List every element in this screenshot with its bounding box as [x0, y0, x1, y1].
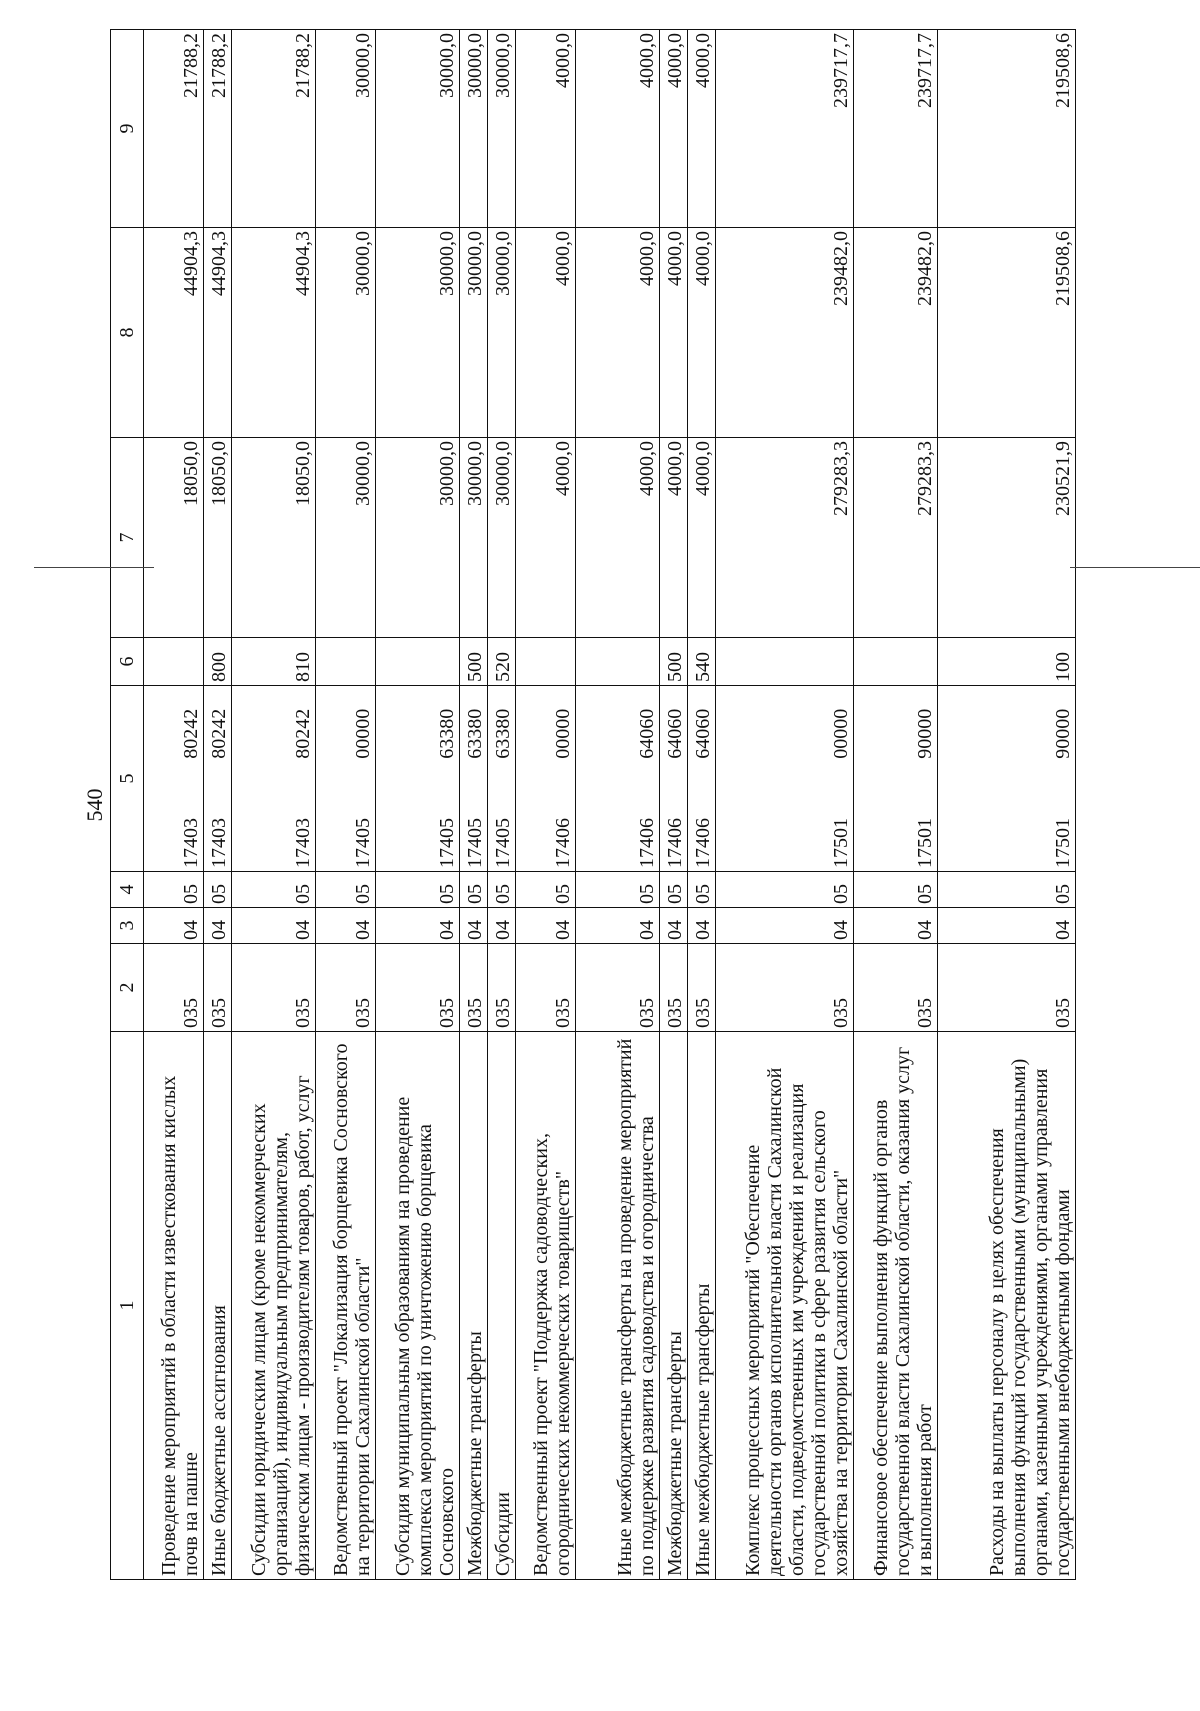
section-code-cell: 04: [460, 908, 488, 944]
expense-type-cell: 500: [460, 638, 488, 686]
amount-col-8-cell: 239482,0: [854, 228, 938, 438]
target-article-cell: [716, 686, 854, 872]
section-code-cell: 04: [204, 908, 232, 944]
rotated-page: [80, 30, 1074, 1580]
target-article-cell: [660, 686, 688, 872]
row-name-cell: Межбюджетные трансферты: [460, 1032, 488, 1580]
target-article-cell: [938, 686, 1076, 872]
amount-col-8-cell: 44904,3: [232, 228, 316, 438]
amount-col-9-cell: 4000,0: [688, 30, 716, 228]
header-col-2: 2: [111, 944, 144, 1032]
header-col-3: 3: [111, 908, 144, 944]
row-name-cell: Иные межбюджетные трансферты на проведение мероприятий по поддержке развития садоводства и огородничества: [576, 1032, 660, 1580]
table-row: [516, 30, 576, 1580]
header-col-6: 6: [111, 638, 144, 686]
table-header-row: [111, 30, 144, 1580]
amount-col-8-cell: 44904,3: [144, 228, 204, 438]
row-name-cell: Субсидия муниципальным образованиям на проведение комплекса мероприятий по уничтожению борщевика Сосновского: [376, 1032, 460, 1580]
amount-col-9-cell: 4000,0: [660, 30, 688, 228]
ministry-code-cell: 035: [376, 944, 460, 1032]
amount-col-7-cell: 30000,0: [316, 438, 376, 638]
subsection-code-cell: 05: [716, 872, 854, 908]
header-col-8: 8: [111, 228, 144, 438]
amount-col-7-cell: 279283,3: [716, 438, 854, 638]
target-article-part-1: 17405: [492, 818, 514, 868]
expense-type-cell: 540: [688, 638, 716, 686]
target-article-part-2: 00000: [830, 708, 852, 759]
amount-col-8-cell: 44904,3: [204, 228, 232, 438]
section-code-cell: 04: [488, 908, 516, 944]
row-name-cell: Финансовое обеспечение выполнения функций органов государственной власти Сахалинской области, оказания услуг и выполнения работ: [854, 1032, 938, 1580]
target-article-cell: [204, 686, 232, 872]
expense-type-cell: 100: [938, 638, 1076, 686]
expense-type-cell: [316, 638, 376, 686]
subsection-code-cell: 05: [232, 872, 316, 908]
amount-col-8-cell: 4000,0: [516, 228, 576, 438]
amount-col-9-cell: 30000,0: [376, 30, 460, 228]
row-name-cell: Проведение мероприятий в области известкования кислых почв на пашне: [144, 1032, 204, 1580]
target-article-part-2: 80242: [180, 708, 202, 759]
ministry-code-cell: 035: [316, 944, 376, 1032]
amount-col-7-cell: 30000,0: [376, 438, 460, 638]
amount-col-9-cell: 30000,0: [316, 30, 376, 228]
subsection-code-cell: 05: [204, 872, 232, 908]
section-code-cell: 04: [576, 908, 660, 944]
amount-col-9-cell: 30000,0: [488, 30, 516, 228]
section-code-cell: 04: [232, 908, 316, 944]
row-name-cell: Межбюджетные трансферты: [660, 1032, 688, 1580]
row-name-cell: Субсидии: [488, 1032, 516, 1580]
ministry-code-cell: 035: [660, 944, 688, 1032]
target-article-cell: [144, 686, 204, 872]
target-article-cell: [854, 686, 938, 872]
expense-type-cell: [376, 638, 460, 686]
amount-col-7-cell: 30000,0: [460, 438, 488, 638]
row-name-cell: Ведомственный проект "Локализация борщевика Сосновского на территории Сахалинской области": [316, 1032, 376, 1580]
amount-col-8-cell: 4000,0: [688, 228, 716, 438]
section-code-cell: 04: [516, 908, 576, 944]
expense-type-cell: [576, 638, 660, 686]
amount-col-9-cell: 239717,7: [854, 30, 938, 228]
amount-col-9-cell: 30000,0: [460, 30, 488, 228]
amount-col-8-cell: 30000,0: [376, 228, 460, 438]
target-article-part-2: 63380: [464, 708, 486, 759]
section-code-cell: 04: [688, 908, 716, 944]
subsection-code-cell: 05: [144, 872, 204, 908]
section-code-cell: 04: [660, 908, 688, 944]
target-article-part-2: 00000: [552, 708, 574, 759]
ministry-code-cell: 035: [204, 944, 232, 1032]
ministry-code-cell: 035: [716, 944, 854, 1032]
expense-type-cell: [854, 638, 938, 686]
target-article-part-1: 17403: [292, 818, 314, 868]
amount-col-7-cell: 4000,0: [688, 438, 716, 638]
target-article-part-1: 17501: [830, 818, 852, 868]
subsection-code-cell: 05: [488, 872, 516, 908]
table-row: [144, 30, 204, 1580]
amount-col-8-cell: 219508,6: [938, 228, 1076, 438]
amount-col-9-cell: 219508,6: [938, 30, 1076, 228]
target-article-cell: [516, 686, 576, 872]
amount-col-7-cell: 279283,3: [854, 438, 938, 638]
target-article-cell: [688, 686, 716, 872]
amount-col-7-cell: 4000,0: [516, 438, 576, 638]
target-article-part-2: 90000: [1052, 708, 1074, 759]
target-article-part-2: 63380: [436, 708, 458, 759]
row-name-cell: Иные бюджетные ассигнования: [204, 1032, 232, 1580]
amount-col-7-cell: 18050,0: [144, 438, 204, 638]
section-code-cell: 04: [716, 908, 854, 944]
target-article-part-1: 17406: [692, 818, 714, 868]
target-article-part-1: 17405: [464, 818, 486, 868]
table-row: [316, 30, 376, 1580]
subsection-code-cell: 05: [460, 872, 488, 908]
target-article-part-1: 17406: [552, 818, 574, 868]
header-col-5: 5: [111, 686, 144, 872]
target-article-part-2: 80242: [292, 708, 314, 759]
subsection-code-cell: 05: [516, 872, 576, 908]
page-number: 540: [82, 788, 107, 822]
target-article-part-2: 80242: [208, 708, 230, 759]
header-col-4: 4: [111, 872, 144, 908]
table-row: [716, 30, 854, 1580]
target-article-part-1: 17406: [664, 818, 686, 868]
target-article-part-1: 17501: [914, 818, 936, 868]
target-article-part-1: 17403: [180, 818, 202, 868]
section-code-cell: 04: [854, 908, 938, 944]
ministry-code-cell: 035: [854, 944, 938, 1032]
table-row: [660, 30, 688, 1580]
target-article-part-2: 64060: [664, 708, 686, 759]
header-col-1: 1: [111, 1032, 144, 1580]
amount-col-7-cell: 230521,9: [938, 438, 1076, 638]
ministry-code-cell: 035: [516, 944, 576, 1032]
target-article-part-2: 90000: [914, 708, 936, 759]
row-name-cell: Субсидии юридическим лицам (кроме некоммерческих организаций), индивидуальным предпринимателям, физическим лицам - производителям товаров, работ, услуг: [232, 1032, 316, 1580]
amount-col-8-cell: 239482,0: [716, 228, 854, 438]
header-col-7: 7: [111, 438, 144, 638]
table-row: [576, 30, 660, 1580]
amount-col-7-cell: 18050,0: [204, 438, 232, 638]
amount-col-9-cell: 21788,2: [144, 30, 204, 228]
target-article-cell: [576, 686, 660, 872]
amount-col-8-cell: 4000,0: [576, 228, 660, 438]
subsection-code-cell: 05: [688, 872, 716, 908]
expense-type-cell: 800: [204, 638, 232, 686]
expense-type-cell: [716, 638, 854, 686]
subsection-code-cell: 05: [316, 872, 376, 908]
target-article-part-2: 63380: [492, 708, 514, 759]
table-row: [460, 30, 488, 1580]
budget-table: [110, 29, 1076, 1580]
target-article-part-1: 17405: [352, 818, 374, 868]
ministry-code-cell: 035: [688, 944, 716, 1032]
ministry-code-cell: 035: [232, 944, 316, 1032]
ministry-code-cell: 035: [938, 944, 1076, 1032]
row-name-cell: Ведомственный проект "Поддержка садоводческих, огороднических некоммерческих товариществ": [516, 1032, 576, 1580]
expense-type-cell: [516, 638, 576, 686]
subsection-code-cell: 05: [854, 872, 938, 908]
target-article-cell: [488, 686, 516, 872]
scan-mark-left: [34, 567, 154, 568]
ministry-code-cell: 035: [576, 944, 660, 1032]
subsection-code-cell: 05: [376, 872, 460, 908]
table-row: [488, 30, 516, 1580]
target-article-cell: [460, 686, 488, 872]
target-article-cell: [376, 686, 460, 872]
amount-col-7-cell: 30000,0: [488, 438, 516, 638]
target-article-part-2: 00000: [352, 708, 374, 759]
amount-col-7-cell: 18050,0: [232, 438, 316, 638]
ministry-code-cell: 035: [460, 944, 488, 1032]
expense-type-cell: 810: [232, 638, 316, 686]
target-article-part-1: 17501: [1052, 818, 1074, 868]
target-article-part-1: 17406: [636, 818, 658, 868]
subsection-code-cell: 05: [576, 872, 660, 908]
table-row: [232, 30, 316, 1580]
expense-type-cell: 520: [488, 638, 516, 686]
table-row: [376, 30, 460, 1580]
amount-col-7-cell: 4000,0: [576, 438, 660, 638]
amount-col-8-cell: 4000,0: [660, 228, 688, 438]
header-col-9: 9: [111, 30, 144, 228]
expense-type-cell: [144, 638, 204, 686]
amount-col-8-cell: 30000,0: [316, 228, 376, 438]
table-row: [938, 30, 1076, 1580]
target-article-part-1: 17403: [208, 818, 230, 868]
section-code-cell: 04: [316, 908, 376, 944]
row-name-cell: Расходы на выплаты персоналу в целях обеспечения выполнения функций государственными (муниципальными) органами, казенными учреждениями, органами управления государственными внебюджетными фондами: [938, 1032, 1076, 1580]
row-name-cell: Комплекс процессных мероприятий "Обеспечение деятельности органов исполнительной власти Сахалинской области, подведомственных им учреждений и реализация государственной политики в сфере развития сельского хозяйства на территории Сахалинской области": [716, 1032, 854, 1580]
section-code-cell: 04: [144, 908, 204, 944]
scan-mark-right: [1070, 567, 1200, 568]
amount-col-7-cell: 4000,0: [660, 438, 688, 638]
amount-col-9-cell: 4000,0: [576, 30, 660, 228]
expense-type-cell: 500: [660, 638, 688, 686]
section-code-cell: 04: [938, 908, 1076, 944]
target-article-part-2: 64060: [692, 708, 714, 759]
target-article-cell: [232, 686, 316, 872]
row-name-cell: Иные межбюджетные трансферты: [688, 1032, 716, 1580]
amount-col-9-cell: 239717,7: [716, 30, 854, 228]
table-row: [854, 30, 938, 1580]
table-row: [204, 30, 232, 1580]
target-article-part-1: 17405: [436, 818, 458, 868]
amount-col-9-cell: 21788,2: [204, 30, 232, 228]
amount-col-9-cell: 21788,2: [232, 30, 316, 228]
subsection-code-cell: 05: [660, 872, 688, 908]
ministry-code-cell: 035: [144, 944, 204, 1032]
amount-col-8-cell: 30000,0: [488, 228, 516, 438]
amount-col-8-cell: 30000,0: [460, 228, 488, 438]
amount-col-9-cell: 4000,0: [516, 30, 576, 228]
target-article-part-2: 64060: [636, 708, 658, 759]
subsection-code-cell: 05: [938, 872, 1076, 908]
table-row: [688, 30, 716, 1580]
section-code-cell: 04: [376, 908, 460, 944]
target-article-cell: [316, 686, 376, 872]
ministry-code-cell: 035: [488, 944, 516, 1032]
